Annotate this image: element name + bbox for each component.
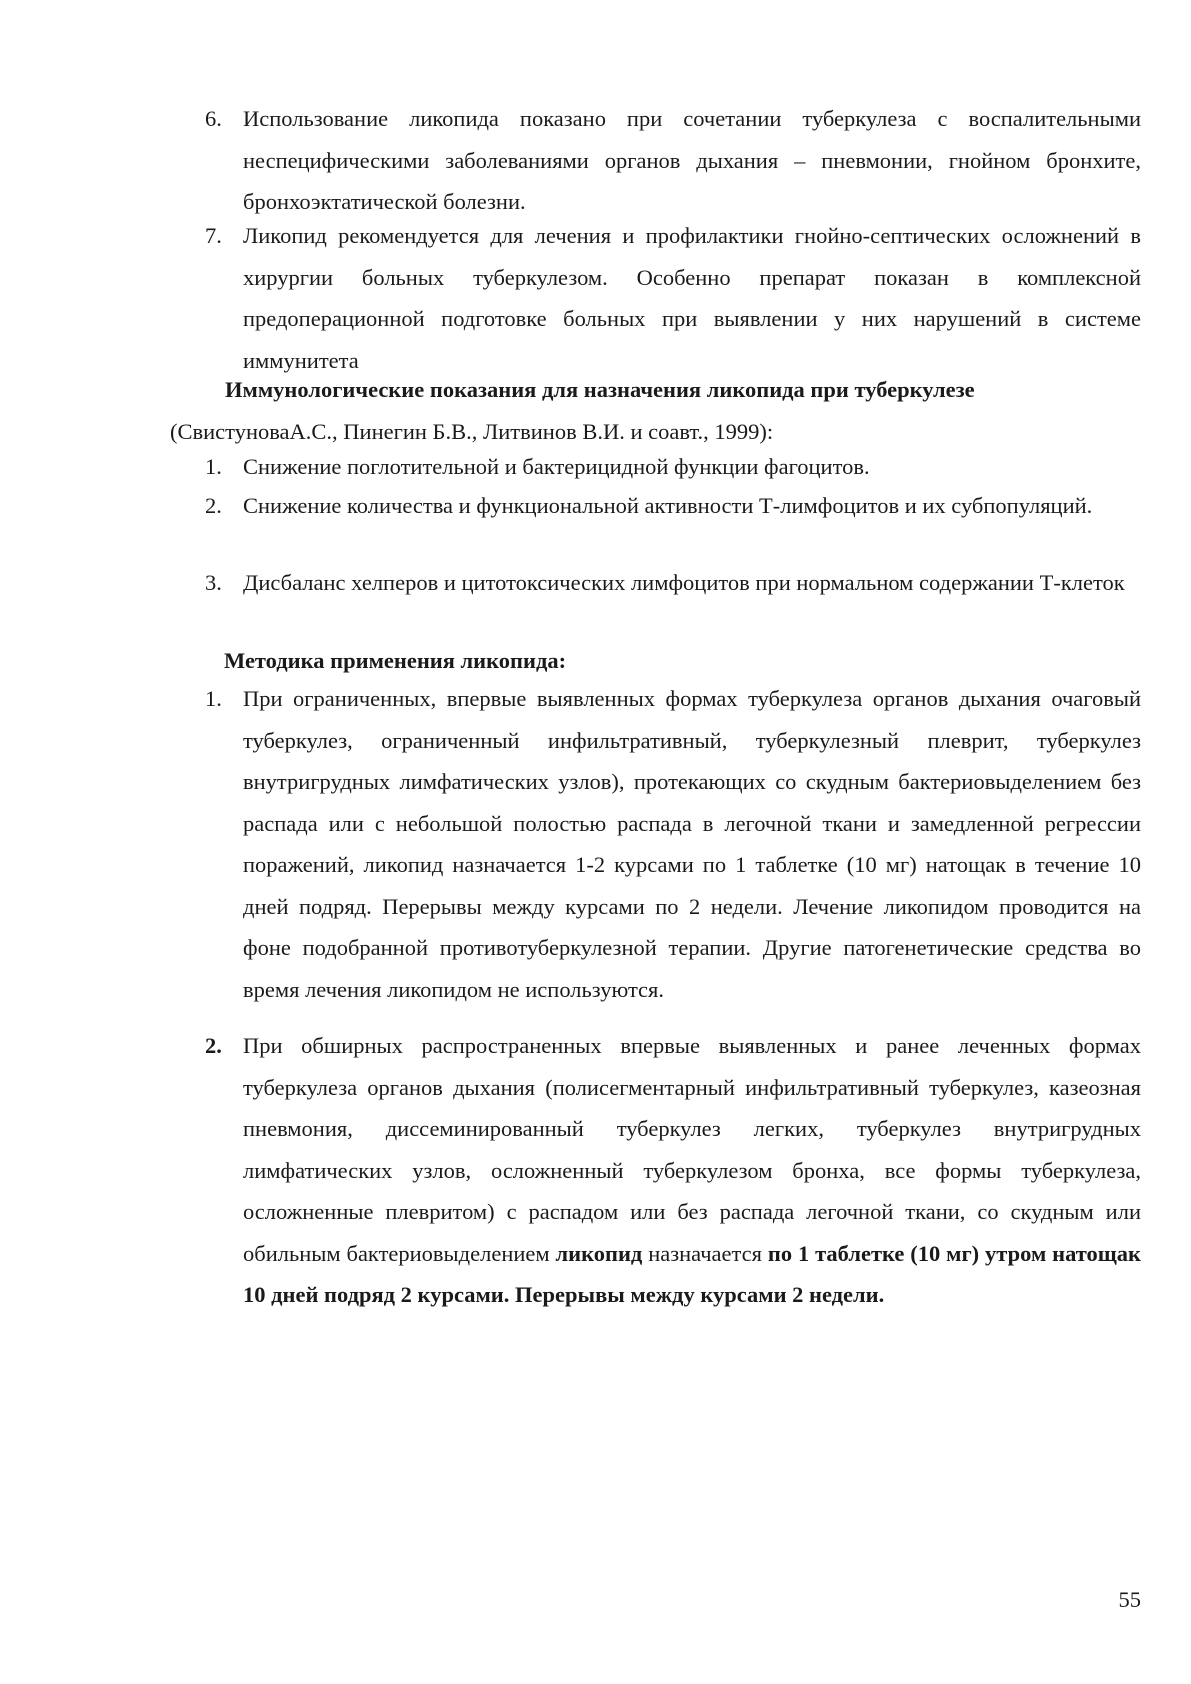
method-item-2 <box>205 1025 1141 1316</box>
list-text: При ограниченных, впервые выявленных формах туберкулеза органов дыхания очаговый туберкулез, ограниченный инфильтративный, туберкулезный плеврит, туберкулез внутригрудных лимфатических узлов), протекающих со скудным бактериовыделением без распада или с небольшой полостью распада в легочной ткани и замедленной регрессии поражений, ликопид назначается 1-2 курсами по 1 таблетке (10 мг) натощак в течение 10 дней подряд. Перерывы между курсами по 2 недели. Лечение ликопидом проводится на фоне подобранной противотуберкулезной терапии. Другие патогенетические средства во время лечения ликопидом не используются. <box>243 686 1141 1002</box>
immunological-indications-paragraph <box>170 369 1141 452</box>
list-number: 7. <box>205 223 222 248</box>
method-heading: Методика применения ликопида: <box>224 648 567 673</box>
indication-item-1 <box>205 446 1141 488</box>
list-text: Снижение количества и функциональной активности Т-лимфоцитов и их субпопуляций. <box>243 493 1093 518</box>
list-item-7 <box>205 215 1141 381</box>
list-text: Снижение поглотительной и бактерицидной функции фагоцитов. <box>243 454 870 479</box>
list-number: 3. <box>205 570 222 595</box>
bold-dosage: по 1 таблетке (10 мг) утром натощак 10 дней подряд 2 курсами. Перерывы между курсами 2 недели. <box>243 1240 1141 1307</box>
list-item-6 <box>205 98 1141 223</box>
list-text: Ликопид рекомендуется для лечения и профилактики гнойно-септических осложнений в хирургии больных туберкулезом. Особенно препарат показан в комплексной предоперационной подготовке больных при выявлении у них нарушений в системе иммунитета <box>243 223 1141 373</box>
citation: (СвистуноваА.С., Пинегин Б.В., Литвинов В.И. и соавт., 1999): <box>170 418 774 444</box>
bold-drug-name: ликопид <box>555 1240 643 1266</box>
list-number: 1. <box>205 686 222 711</box>
text-part: назначается <box>642 1240 768 1266</box>
indication-item-2 <box>205 485 1141 527</box>
page-number: 55 <box>1118 1587 1141 1612</box>
list-text: Дисбаланс хелперов и цитотоксических лимфоцитов при нормальном содержании Т-клеток <box>243 570 1125 595</box>
list-number: 2. <box>205 1033 222 1058</box>
list-text <box>243 1025 1141 1316</box>
list-number: 6. <box>205 106 222 131</box>
text-part: При обширных распространенных впервые выявленных и ранее леченных формах туберкулеза органов дыхания (полисегментарный инфильтративный туберкулез, казеозная пневмония, диссеминированный туберкулез легких, туберкулез внутригрудных лимфатических узлов, осложненный туберкулезом бронха, все формы туберкулеза, осложненные плевритом) с распадом или без распада легочной ткани, со скудным или обильным бактериовыделением <box>243 1033 1141 1266</box>
indication-item-3 <box>205 562 1141 604</box>
list-number: 1. <box>205 454 222 479</box>
list-number: 2. <box>205 493 222 518</box>
method-item-1 <box>205 678 1141 1010</box>
immunological-indications-heading: Иммунологические показания для назначения ликопида при туберкулезе <box>225 377 975 402</box>
list-text: Использование ликопида показано при сочетании туберкулеза с воспалительными неспецифическими заболеваниями органов дыхания – пневмонии, гнойном бронхите, бронхоэктатической болезни. <box>243 106 1141 214</box>
